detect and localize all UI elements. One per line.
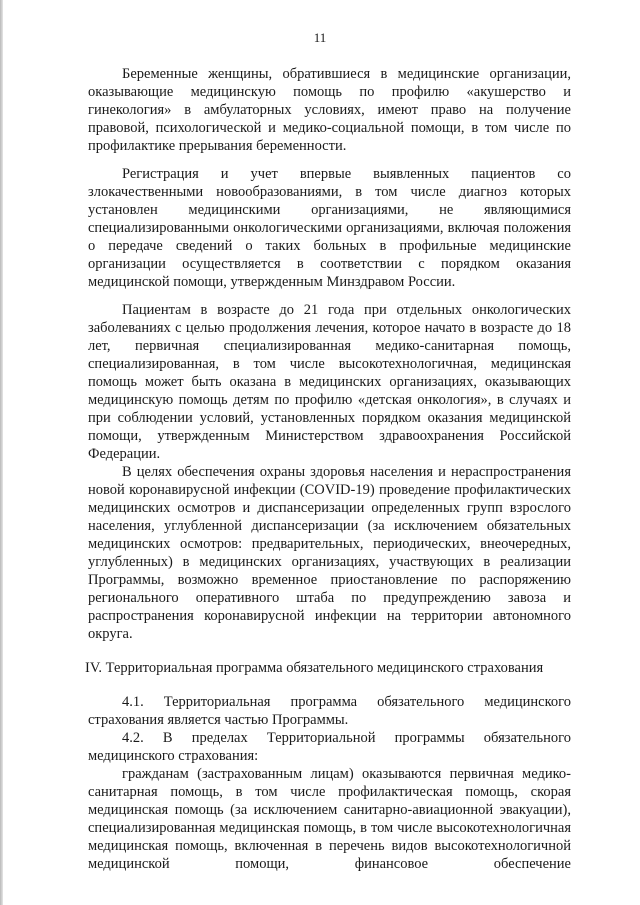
paragraph-item-4-2: 4.2. В пределах Территориальной программы обязательного медицинского страхования: (88, 730, 571, 764)
paragraph-insured-persons: гражданам (застрахованным лицам) оказываются первичная медико-санитарная помощь, в том числе профилактическая помощь, скорая медицинская помощь (за исключением санитарно-авиационной эвакуации), специализированная медицинская помощь, в том числе высокотехнологичная медицинская помощь, включенная в перечень видов высокотехнологичной медицинской помощи, финансовое обеспечение (88, 766, 571, 872)
paragraph-item-4-1: 4.1. Территориальная программа обязательного медицинского страхования является частью Программы. (88, 694, 571, 728)
paragraph-covid-measures: В целях обеспечения охраны здоровья населения и нераспространения новой коронавирусной инфекции (COVID-19) проведение профилактических медицинских осмотров и диспансеризации определенных групп взрослого населения, углубленной диспансеризации (за исключением обязательных медицинских осмотров: предварительных, периодических, внеочередных, углубленных) в медицинских организациях, участвующих в реализации Программы, возможно временное приостановление по распоряжению регионального оперативного штаба по предупреждению завоза и распространения коронавирусной инфекции на территории автономного округа. (88, 464, 571, 642)
paragraph-oncology-registration: Регистрация и учет впервые выявленных пациентов со злокачественными новообразованиями, в том числе диагноз которых установлен медицинскими организациями, не являющимися специализированными онкологическими организациями, включая положения о передаче сведений о таких больных в профильные медицинские организации осуществляется в соответствии с порядком оказания медицинской помощи, утвержденным Минздравом России. (88, 166, 571, 290)
section-heading: IV. Территориальная программа обязательного медицинского страхования (85, 660, 544, 676)
paragraph-young-oncology-patients: Пациентам в возрасте до 21 года при отдельных онкологических заболеваниях с целью продолжения лечения, которое начато в возрасте до 18 лет, первичная специализированная медико-санитарная помощь, специализированная, в том числе высокотехнологичная, медицинская помощь может быть оказана в медицинских организациях, оказывающих медицинскую помощь детям по профилю «детская онкология», в случаях и при соблюдении условий, установленных порядком оказания медицинской помощи, утвержденным Министерством здравоохранения Российской Федерации. (88, 302, 571, 462)
paragraph-pregnant-women: Беременные женщины, обратившиеся в медицинские организации, оказывающие медицинскую помощь по профилю «акушерство и гинекология» в амбулаторных условиях, имеют право на получение правовой, психологической и медико-социальной помощи, в том числе по профилактике прерывания беременности. (88, 66, 571, 154)
page-number: 11 (313, 30, 327, 45)
document-body (85, 65, 571, 873)
scan-edge (0, 0, 3, 905)
